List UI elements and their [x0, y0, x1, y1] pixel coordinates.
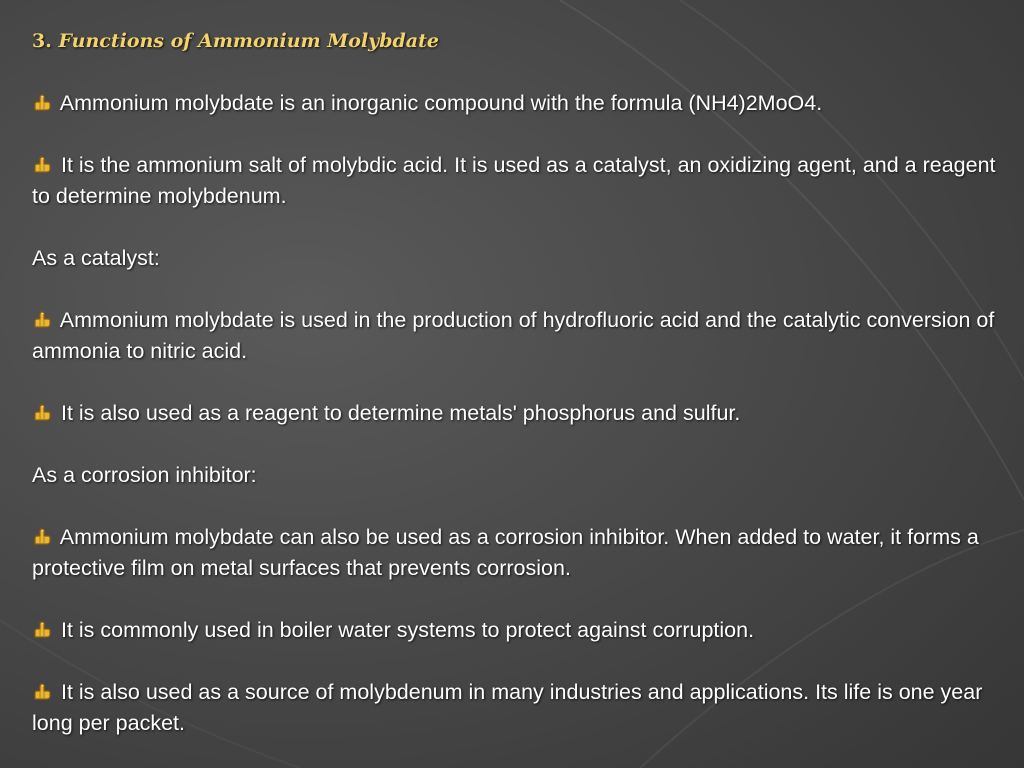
bullet-paragraph: [32, 615, 1017, 646]
section-heading: [32, 243, 1017, 274]
pointing-hand-icon: [32, 94, 53, 112]
slide-title: [32, 26, 1017, 57]
title-number: 3.: [32, 30, 52, 52]
paragraph-list: [32, 88, 1017, 739]
paragraph-text: Ammonium molybdate is used in the production of hydrofluoric acid and the catalytic conversion of ammonia to nitric acid.: [32, 308, 995, 363]
title-text: Functions of Ammonium Molybdate: [58, 30, 439, 52]
bullet-paragraph: [32, 398, 1017, 429]
slide-content: [32, 26, 1017, 768]
bullet-paragraph: [32, 522, 1017, 584]
paragraph-text: It is also used as a source of molybdenum in many industries and applications. Its life is one year long per packet.: [32, 680, 983, 735]
paragraph-text: As a corrosion inhibitor:: [32, 463, 257, 487]
paragraph-text: It is commonly used in boiler water systems to protect against corruption.: [60, 618, 755, 642]
paragraph-text: Ammonium molybdate is an inorganic compound with the formula (NH4)2MoO4.: [59, 91, 823, 115]
section-heading: [32, 460, 1017, 491]
bullet-paragraph: [32, 305, 1017, 367]
bullet-paragraph: [32, 88, 1017, 119]
paragraph-text: As a catalyst:: [32, 246, 160, 270]
pointing-hand-icon: [32, 156, 53, 174]
paragraph-text: Ammonium molybdate can also be used as a corrosion inhibitor. When added to water, it forms a protective film on metal surfaces that prevents corrosion.: [32, 525, 979, 580]
paragraph-text: It is also used as a reagent to determine metals' phosphorus and sulfur.: [60, 401, 741, 425]
pointing-hand-icon: [32, 311, 53, 329]
pointing-hand-icon: [32, 528, 53, 546]
pointing-hand-icon: [32, 404, 53, 422]
pointing-hand-icon: [32, 621, 53, 639]
pointing-hand-icon: [32, 683, 53, 701]
bullet-paragraph: [32, 150, 1017, 212]
bullet-paragraph: [32, 677, 1017, 739]
paragraph-text: It is the ammonium salt of molybdic acid. It is used as a catalyst, an oxidizing agent, and a reagent to determine molybdenum.: [32, 153, 996, 208]
